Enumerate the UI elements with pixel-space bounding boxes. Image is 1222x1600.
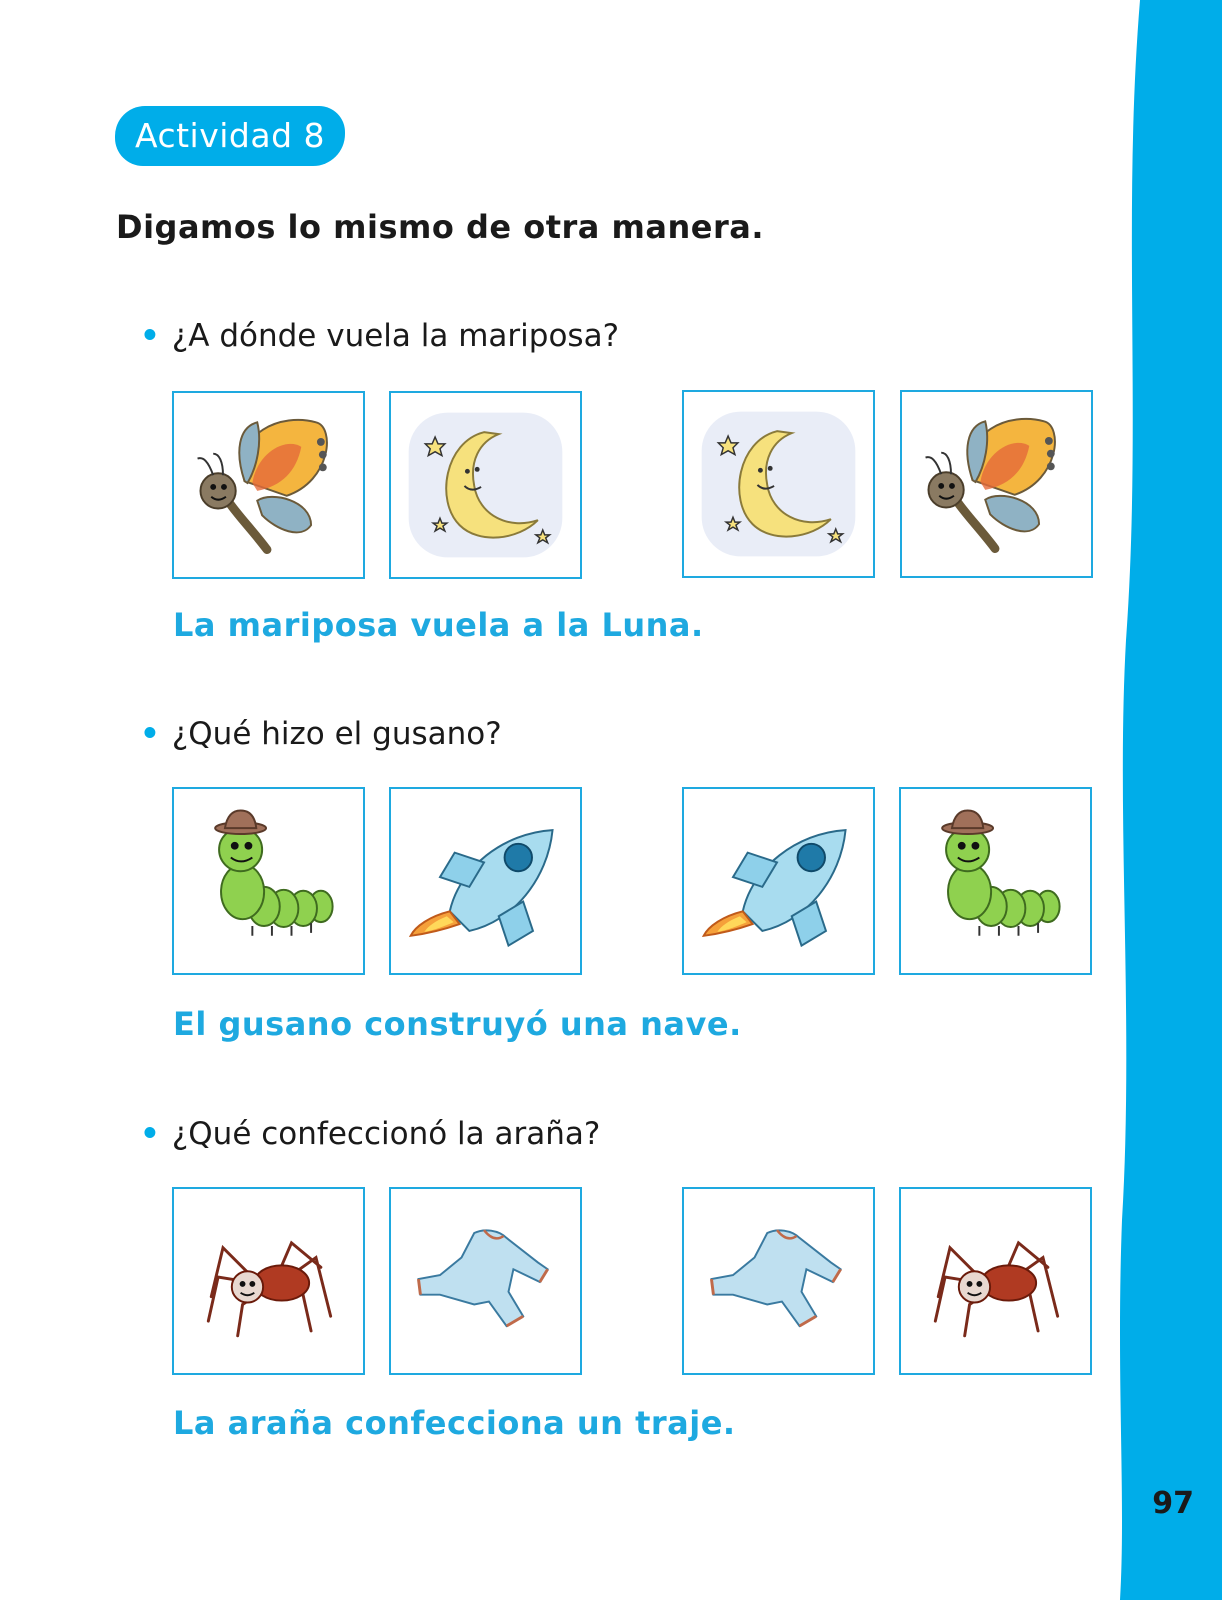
card-1-3[interactable] xyxy=(682,390,875,578)
spider-icon xyxy=(901,1189,1090,1373)
rocket-icon xyxy=(391,789,580,973)
butterfly-icon xyxy=(174,393,363,577)
card-2-2[interactable] xyxy=(389,787,582,975)
caterpillar-icon xyxy=(901,789,1090,973)
page-number: 97 xyxy=(1152,1486,1194,1521)
card-2-1[interactable] xyxy=(172,787,365,975)
side-band xyxy=(1112,0,1222,1600)
question-3-text: ¿Qué confeccionó la araña? xyxy=(171,1116,601,1152)
card-3-4[interactable] xyxy=(899,1187,1092,1375)
instruction: Digamos lo mismo de otra manera. xyxy=(116,208,764,246)
question-2 xyxy=(140,716,502,752)
card-1-2[interactable] xyxy=(389,391,582,579)
rocket-icon xyxy=(684,789,873,973)
activity-badge: Actividad 8 xyxy=(115,106,345,166)
card-3-1[interactable] xyxy=(172,1187,365,1375)
answer-3: La araña confecciona un traje. xyxy=(173,1404,736,1442)
question-3 xyxy=(140,1116,600,1152)
question-1-text: ¿A dónde vuela la mariposa? xyxy=(171,318,620,354)
caterpillar-icon xyxy=(174,789,363,973)
bullet-icon: • xyxy=(140,318,160,354)
spider-icon xyxy=(174,1189,363,1373)
bullet-icon: • xyxy=(140,1116,160,1152)
moon-icon xyxy=(684,392,873,576)
moon-icon xyxy=(391,393,580,577)
card-3-2[interactable] xyxy=(389,1187,582,1375)
suit-icon xyxy=(391,1189,580,1373)
card-1-4[interactable] xyxy=(900,390,1093,578)
question-2-text: ¿Qué hizo el gusano? xyxy=(171,716,502,752)
butterfly-icon xyxy=(902,392,1091,576)
bullet-icon: • xyxy=(140,716,160,752)
suit-icon xyxy=(684,1189,873,1373)
card-3-3[interactable] xyxy=(682,1187,875,1375)
answer-1: La mariposa vuela a la Luna. xyxy=(173,606,704,644)
question-1 xyxy=(140,318,619,354)
answer-2: El gusano construyó una nave. xyxy=(173,1005,742,1043)
card-2-4[interactable] xyxy=(899,787,1092,975)
card-2-3[interactable] xyxy=(682,787,875,975)
card-1-1[interactable] xyxy=(172,391,365,579)
